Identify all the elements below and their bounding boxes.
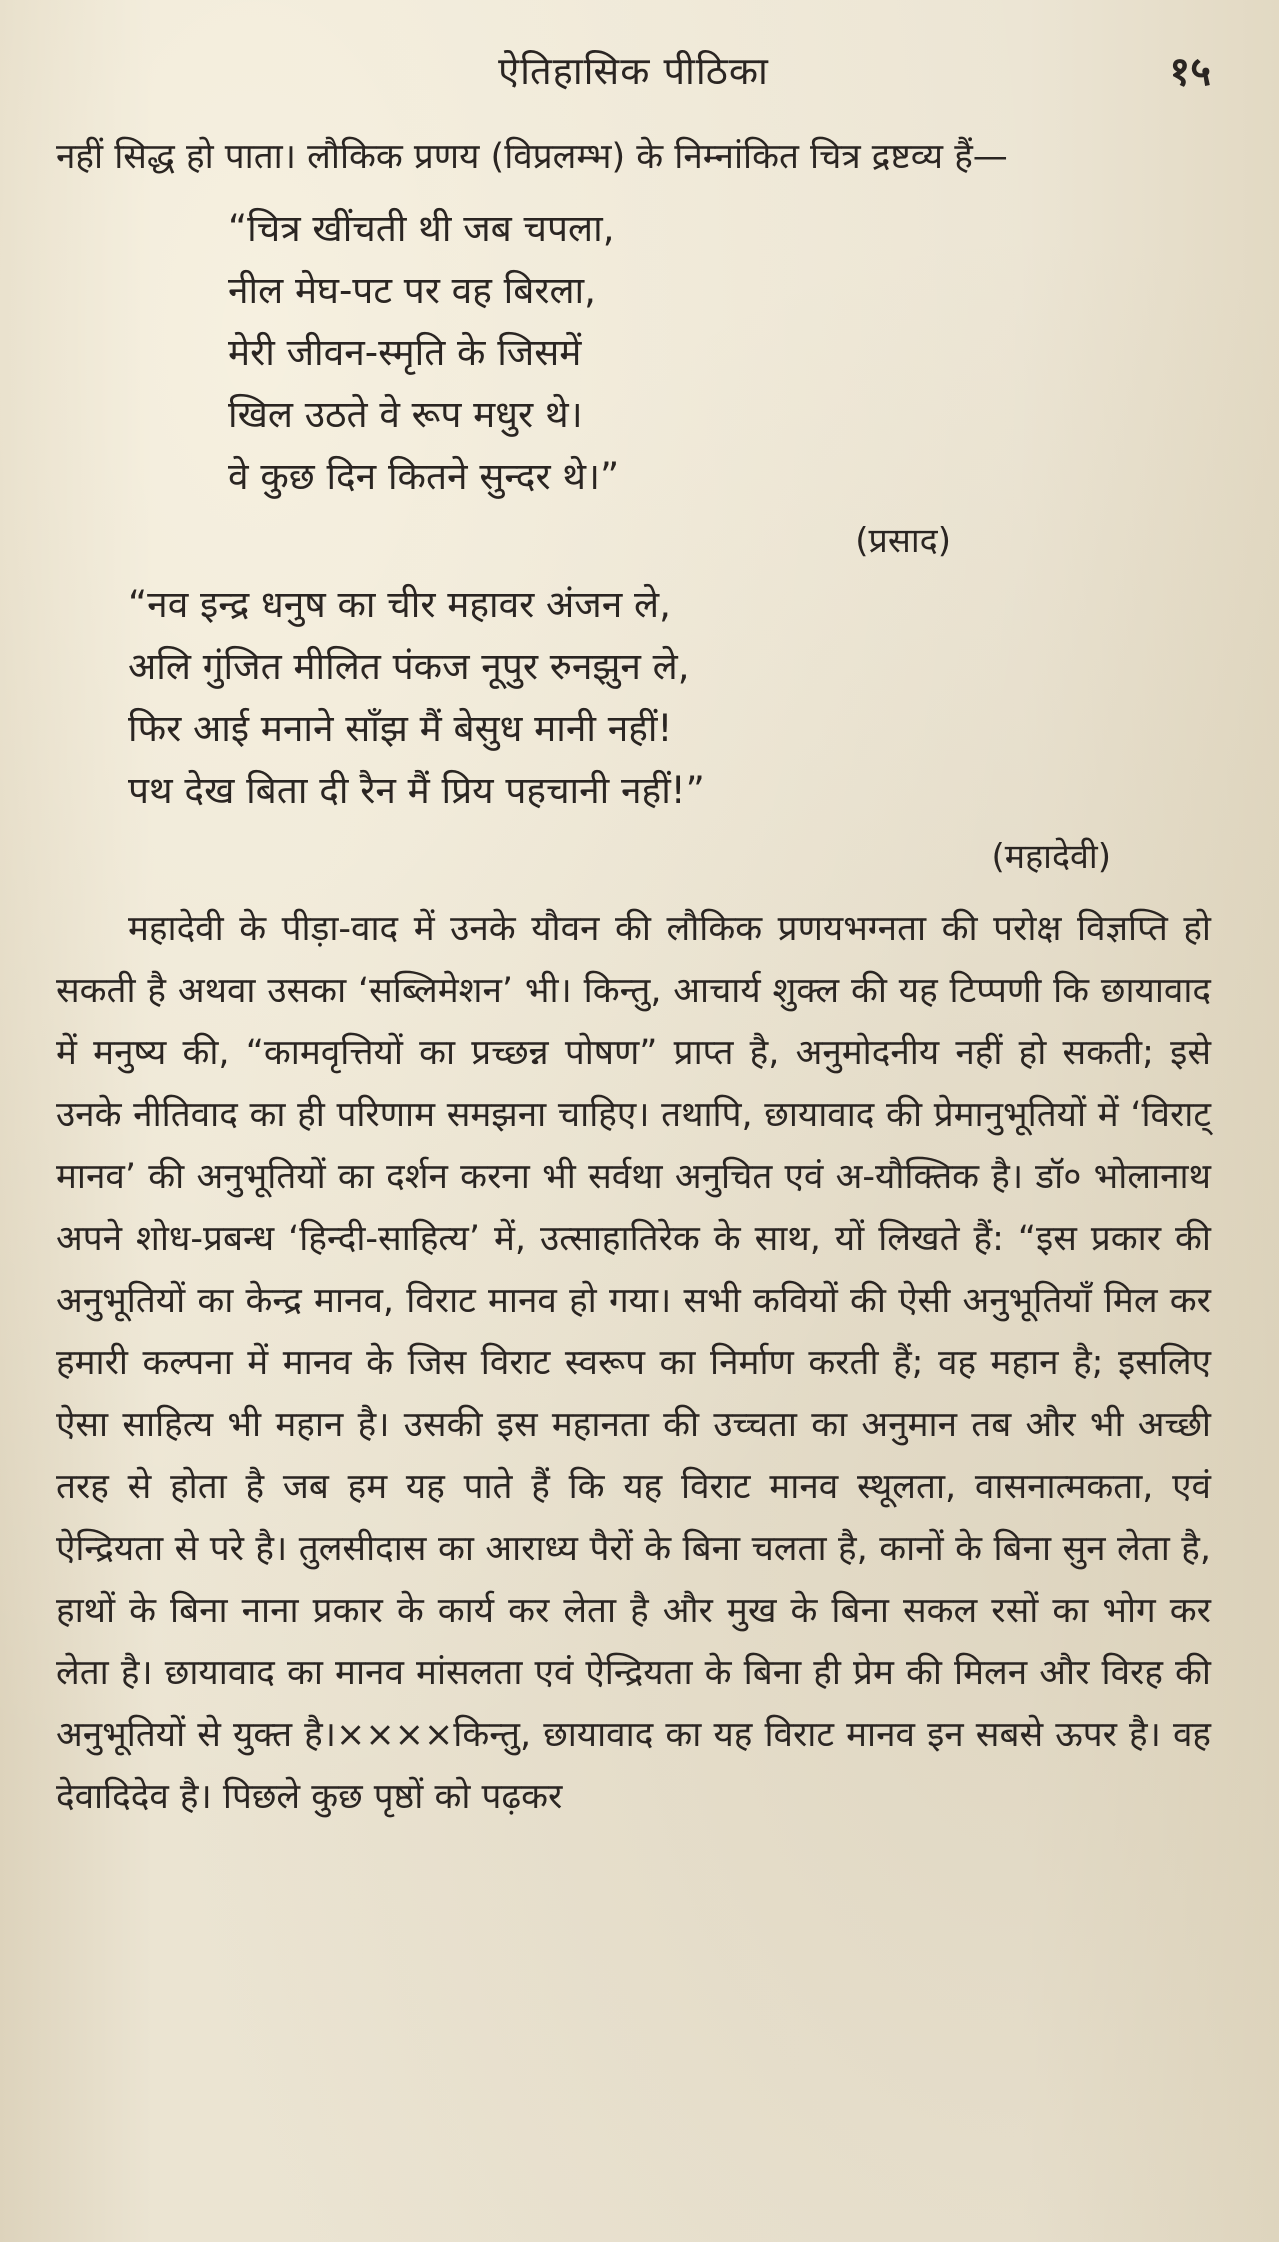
intro-paragraph: नहीं सिद्ध हो पाता। लौकिक प्रणय (विप्रलम्भ) के निम्नांकित चित्र द्रष्टव्य हैं— <box>56 137 1008 177</box>
verse-line: खिल उठते वे रूप मधुर थे। <box>228 393 583 436</box>
verse-line: मेरी जीवन-स्मृति के जिसमें <box>228 331 582 374</box>
verse-line: फिर आई मनाने साँझ मैं बेसुध मानी नहीं! <box>128 707 673 750</box>
verse-line: नील मेघ-पट पर वह बिरला, <box>228 269 596 312</box>
verse-line: वे कुछ दिन कितने सुन्दर थे।” <box>228 455 620 498</box>
verse-attribution-mahadevi: (महादेवी) <box>991 837 1111 877</box>
running-title: ऐतिहासिक पीठिका <box>498 49 769 93</box>
verse-block-prasad <box>56 198 1211 508</box>
verse-attribution-prasad: (प्रसाद) <box>855 521 951 561</box>
body-paragraph: महादेवी के पीड़ा-वाद में उनके यौवन की लौकिक प्रणयभग्नता की परोक्ष विज्ञप्ति हो सकती है अथवा उसका ‘सब्लिमेशन’ भी। किन्तु, आचार्य शुक्ल की यह टिप्पणी कि छायावाद में मनुष्य की, “कामवृत्तियों का प्रच्छन्न पोषण” प्राप्त है, अनुमोदनीय नहीं हो सकती; इसे उनके नीतिवाद का ही परिणाम समझना चाहिए। तथापि, छायावाद की प्रेमानुभूतियों में ‘विराट् मानव’ की अनुभूतियों का दर्शन करना भी सर्वथा अनुचित एवं अ-यौक्तिक है। डॉ० भोलानाथ अपने शोध-प्रबन्ध ‘हिन्दी-साहित्य’ में, उत्साहातिरेक के साथ, यों लिखते हैं: “इस प्रकार की अनुभूतियों का केन्द्र मानव, विराट मानव हो गया। सभी कवियों की ऐसी अनुभूतियाँ मिल कर हमारी कल्पना में मानव के जिस विराट स्वरूप का निर्माण करती हैं; वह महान है; इसलिए ऐसा साहित्य भी महान है। उसकी इस महानता की उच्चता का अनुमान तब और भी अच्छी तरह से होता है जब हम यह पाते हैं कि यह विराट मानव स्थूलता, वासनात्मकता, एवं ऐन्द्रियता से परे है। तुलसीदास का आराध्य पैरों के बिना चलता है, कानों के बिना सुन लेता है, हाथों के बिना नाना प्रकार के कार्य कर लेता है और मुख के बिना सकल रसों का भोग कर लेता है। छायावाद का मानव मांसलता एवं ऐन्द्रियता के बिना ही प्रेम की मिलन और विरह की अनुभूतियों से युक्त है।××××किन्तु, छायावाद का यह विराट मानव इन सबसे ऊपर है। वह देवादिदेव है। पिछले कुछ पृष्ठों को पढ़कर <box>56 909 1211 1817</box>
verse-line: पथ देख बिता दी रैन मैं प्रिय पहचानी नहीं!” <box>128 769 705 812</box>
verse-line: “चित्र खींचती थी जब चपला, <box>228 207 615 250</box>
verse-line: “नव इन्द्र धनुष का चीर महावर अंजन ले, <box>128 583 671 626</box>
verse-block-mahadevi <box>56 574 1211 822</box>
page-number: १५ <box>1169 49 1211 95</box>
page-header <box>56 40 1211 104</box>
verse-line: अलि गुंजित मीलित पंकज नूपुर रुनझुन ले, <box>128 645 690 688</box>
